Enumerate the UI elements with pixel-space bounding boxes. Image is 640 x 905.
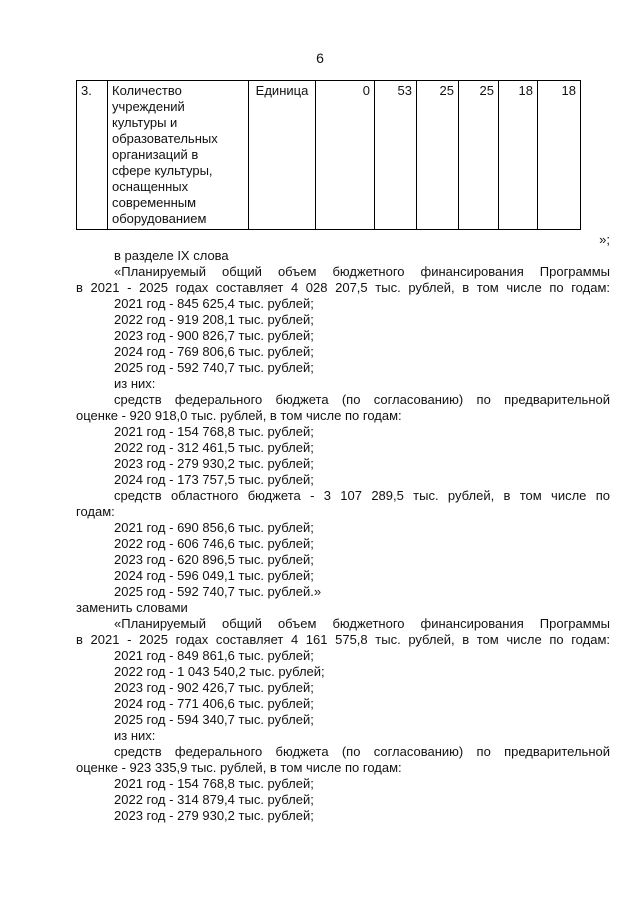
value-cell: 25 [459, 81, 499, 230]
text-line: 2024 год - 596 049,1 тыс. рублей; [114, 568, 314, 583]
text-line: 2025 год - 594 340,7 тыс. рублей; [114, 712, 314, 727]
text-line: средств федерального бюджета (по согласованию) по предварительной [114, 392, 610, 407]
text-line: из них: [114, 376, 156, 391]
indicator-name-line: современным [112, 195, 197, 210]
table-row [77, 81, 581, 230]
text-line: 2022 год - 312 461,5 тыс. рублей; [114, 440, 314, 455]
value-cell: 53 [375, 81, 417, 230]
text-line: 2021 год - 849 861,6 тыс. рублей; [114, 648, 314, 663]
text-line: 2023 год - 900 826,7 тыс. рублей; [114, 328, 314, 343]
amendment-text [76, 232, 610, 824]
text-line: 2024 год - 173 757,5 тыс. рублей; [114, 472, 314, 487]
text-line: в разделе IX слова [114, 248, 229, 263]
indicator-name-line: учреждений [112, 99, 185, 114]
text-line: оценке - 920 918,0 тыс. рублей, в том числе по годам: [76, 408, 402, 423]
indicator-name-line: культуры и [112, 115, 178, 130]
text-line: 2023 год - 620 896,5 тыс. рублей; [114, 552, 314, 567]
text-line: 2023 год - 279 930,2 тыс. рублей; [114, 808, 314, 823]
text-line: из них: [114, 728, 156, 743]
text-line: 2022 год - 919 208,1 тыс. рублей; [114, 312, 314, 327]
indicator-name-line: сфере культуры, [112, 163, 213, 178]
text-line: 2021 год - 154 768,8 тыс. рублей; [114, 776, 314, 791]
value-cell: 18 [499, 81, 538, 230]
text-line: «Планируемый общий объем бюджетного финансирования Программы [114, 264, 610, 279]
indicator-name [108, 81, 249, 230]
text-line: 2025 год - 592 740,7 тыс. рублей; [114, 360, 314, 375]
indicator-name-line: образовательных [112, 131, 218, 146]
text-line: 2023 год - 279 930,2 тыс. рублей; [114, 456, 314, 471]
text-line: 2024 год - 771 406,6 тыс. рублей; [114, 696, 314, 711]
indicator-table [76, 80, 581, 230]
text-line: в 2021 - 2025 годах составляет 4 028 207,5 тыс. рублей, в том числе по годам: [76, 280, 610, 295]
text-line: в 2021 - 2025 годах составляет 4 161 575,8 тыс. рублей, в том числе по годам: [76, 632, 610, 647]
value-cell: 0 [316, 81, 375, 230]
indicator-name-line: организаций в [112, 147, 199, 162]
text-line: оценке - 923 335,9 тыс. рублей, в том числе по годам: [76, 760, 402, 775]
indicator-name-line: оснащенных [112, 179, 189, 194]
value-cell: 18 [538, 81, 581, 230]
row-number: 3. [77, 81, 108, 230]
text-line: 2023 год - 902 426,7 тыс. рублей; [114, 680, 314, 695]
text-line: средств областного бюджета - 3 107 289,5 тыс. рублей, в том числе по [114, 488, 610, 503]
table-closing-quote: »; [599, 232, 610, 247]
text-line: годам: [76, 504, 115, 519]
indicator-name-line: Количество [112, 83, 182, 98]
text-line: 2022 год - 314 879,4 тыс. рублей; [114, 792, 314, 807]
text-line: заменить словами [76, 600, 188, 615]
text-line: средств федерального бюджета (по согласованию) по предварительной [114, 744, 610, 759]
text-line: 2025 год - 592 740,7 тыс. рублей.» [114, 584, 322, 599]
text-line: «Планируемый общий объем бюджетного финансирования Программы [114, 616, 610, 631]
text-line: 2021 год - 690 856,6 тыс. рублей; [114, 520, 314, 535]
unit-cell: Единица [249, 81, 316, 230]
text-line: 2021 год - 845 625,4 тыс. рублей; [114, 296, 314, 311]
text-line: 2022 год - 606 746,6 тыс. рублей; [114, 536, 314, 551]
indicator-name-line: оборудованием [112, 211, 207, 226]
text-line: 2021 год - 154 768,8 тыс. рублей; [114, 424, 314, 439]
text-line: 2022 год - 1 043 540,2 тыс. рублей; [114, 664, 325, 679]
page-number: 6 [316, 50, 324, 66]
value-cell: 25 [417, 81, 459, 230]
text-line: 2024 год - 769 806,6 тыс. рублей; [114, 344, 314, 359]
